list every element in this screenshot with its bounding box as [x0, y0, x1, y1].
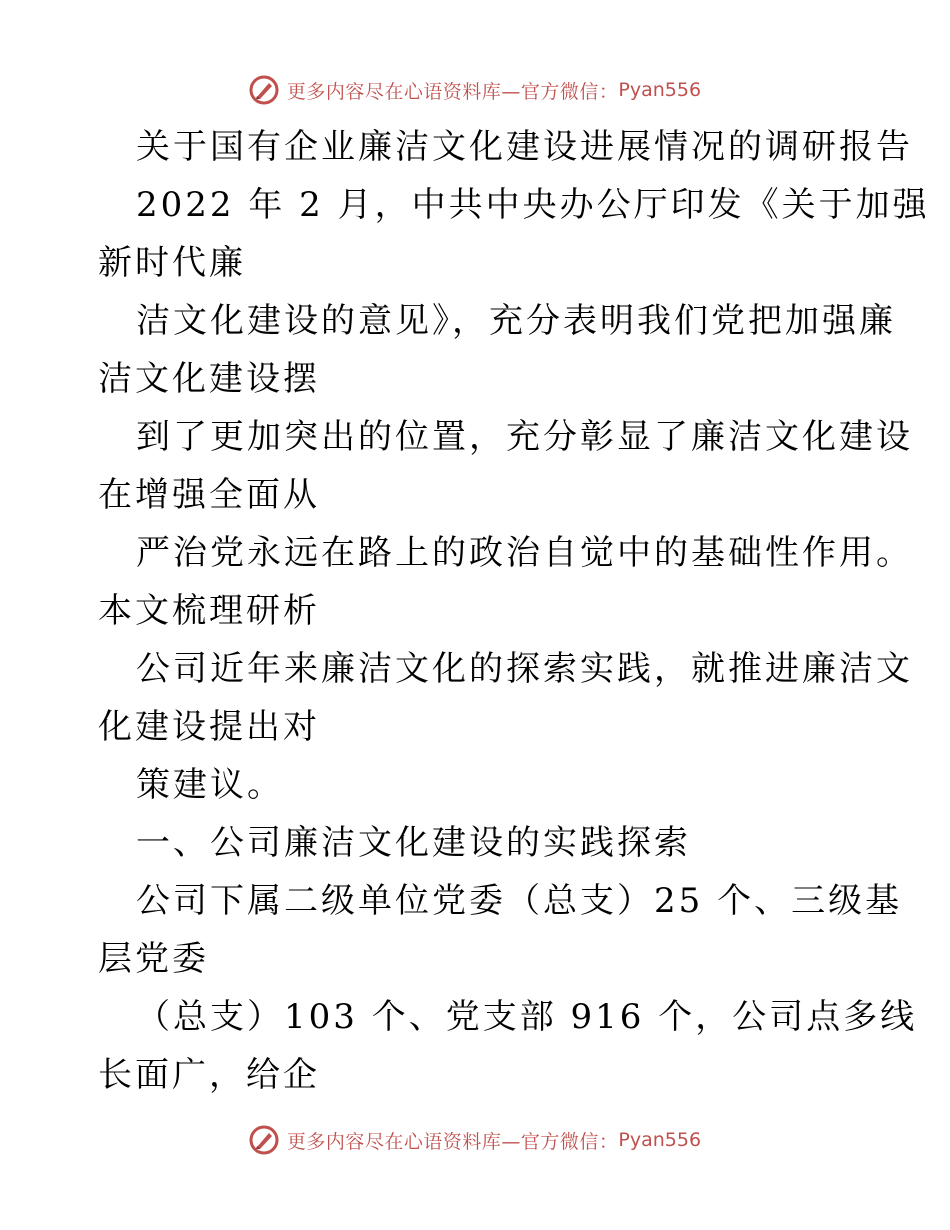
doc-line: （总支）103 个、党支部 916 个，公司点多线 [136, 997, 918, 1037]
watermark-text: 更多内容尽在心语资料库—官方微信： [286, 80, 619, 103]
quill-logo-icon [249, 1125, 279, 1155]
header-watermark [0, 70, 950, 110]
doc-line: 长面广，给企 [98, 1055, 320, 1095]
doc-line: 新时代廉 [98, 243, 246, 283]
doc-line: 到了更加突出的位置，充分彰显了廉洁文化建设 [136, 417, 913, 457]
doc-line: 本文梳理研析 [98, 591, 320, 631]
doc-title: 关于国有企业廉洁文化建设进展情况的调研报告 [136, 127, 913, 167]
doc-line: 洁文化建设摆 [98, 359, 320, 399]
doc-line: 2022 年 2 月，中共中央办公厅印发《关于加强 [136, 185, 930, 225]
doc-line: 在增强全面从 [98, 475, 320, 515]
quill-logo-icon [249, 75, 279, 105]
watermark-text: 更多内容尽在心语资料库—官方微信： [286, 1130, 619, 1153]
document-body [98, 118, 930, 1104]
doc-line: 层党委 [98, 939, 209, 979]
doc-line: 策建议。 [136, 765, 284, 805]
doc-line: 化建设提出对 [98, 707, 320, 747]
doc-line: 公司近年来廉洁文化的探索实践，就推进廉洁文 [136, 649, 913, 689]
watermark-wechat-id: Pyan556 [618, 79, 702, 101]
doc-line: 严治党永远在路上的政治自觉中的基础性作用。 [136, 533, 913, 573]
doc-line: 洁文化建设的意见》，充分表明我们党把加强廉 [136, 301, 896, 341]
doc-line: 公司下属二级单位党委（总支）25 个、三级基 [136, 881, 903, 921]
footer-watermark [0, 1120, 950, 1160]
watermark-wechat-id: Pyan556 [618, 1129, 702, 1151]
section-heading: 一、公司廉洁文化建设的实践探索 [136, 823, 691, 863]
